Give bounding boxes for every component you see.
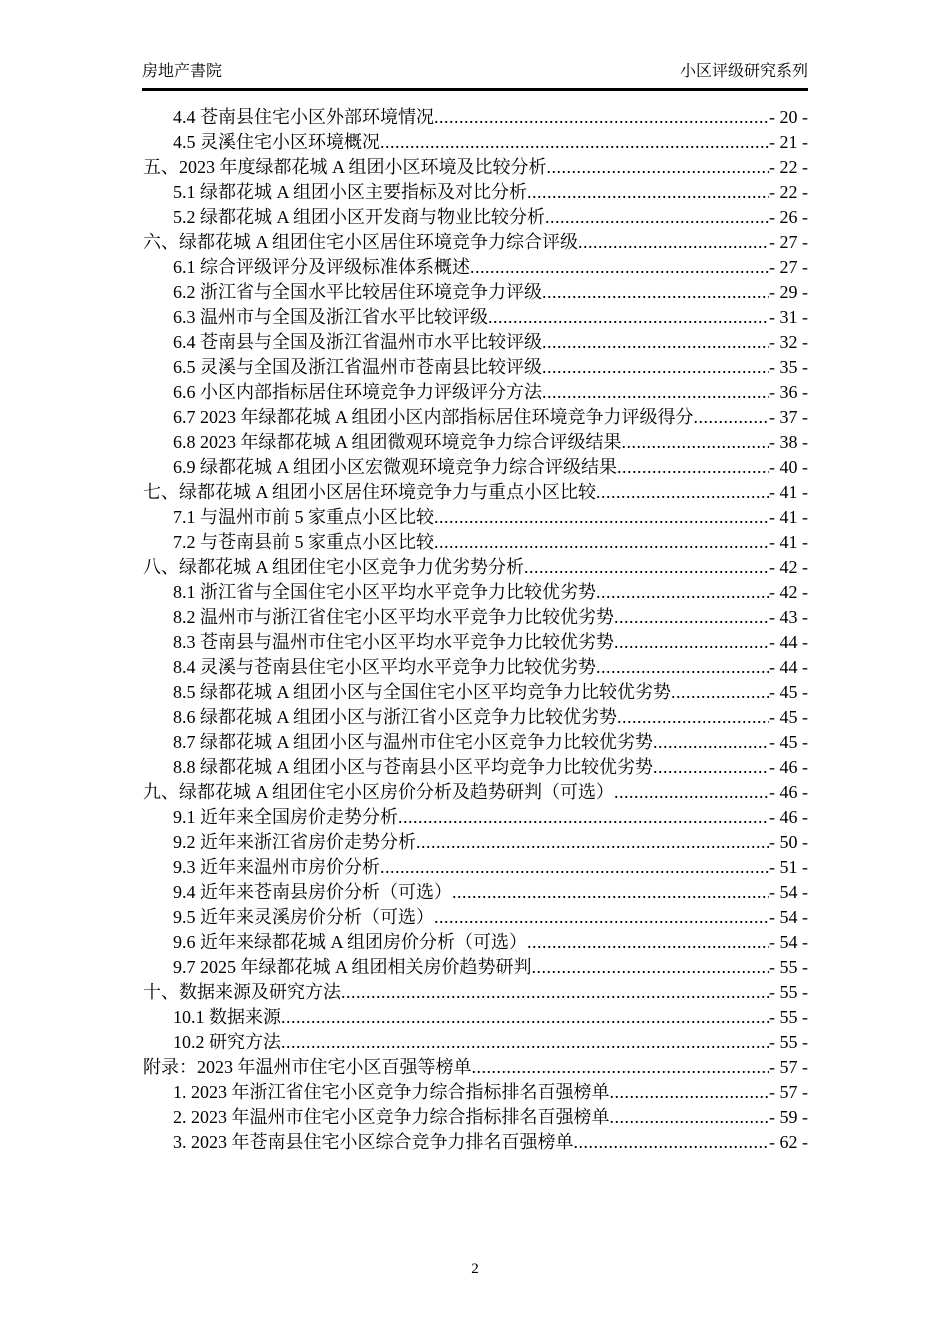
toc-leader-dots	[610, 1080, 770, 1105]
toc-entry-page: - 35 -	[769, 357, 808, 377]
toc-entry[interactable]	[143, 255, 808, 280]
toc-entry-page: - 45 -	[769, 732, 808, 752]
toc-leader-dots	[380, 855, 769, 880]
toc-entry[interactable]	[143, 1030, 808, 1055]
toc-entry[interactable]	[143, 430, 808, 455]
toc-entry-page: - 45 -	[769, 707, 808, 727]
toc-entry-label: 9.7 2025 年绿都花城 A 组团相关房价趋势研判	[173, 957, 532, 977]
toc-entry-label: 6.9 绿都花城 A 组团小区宏微观环境竞争力综合评级结果	[173, 457, 618, 477]
toc-leader-dots	[614, 630, 769, 655]
toc-entry-page: - 45 -	[769, 682, 808, 702]
toc-entry-page: - 42 -	[769, 582, 808, 602]
toc-leader-dots	[281, 1005, 769, 1030]
toc-leader-dots	[488, 305, 769, 330]
toc-leader-dots	[434, 505, 769, 530]
toc-entry-page: - 55 -	[769, 957, 808, 977]
toc-entry[interactable]	[143, 530, 808, 555]
toc-entry[interactable]	[143, 980, 808, 1005]
toc-leader-dots	[398, 805, 769, 830]
toc-entry-page: - 40 -	[769, 457, 808, 477]
toc-entry-label: 8.3 苍南县与温州市住宅小区平均水平竞争力比较优劣势	[173, 632, 614, 652]
toc-leader-dots	[527, 930, 769, 955]
toc-entry[interactable]	[143, 830, 808, 855]
toc-entry-page: - 22 -	[769, 157, 808, 177]
toc-entry-label: 7.1 与温州市前 5 家重点小区比较	[173, 507, 434, 527]
toc-entry-page: - 44 -	[769, 657, 808, 677]
toc-entry[interactable]	[143, 605, 808, 630]
toc-entry-label: 六、绿都花城 A 组团住宅小区居住环境竞争力综合评级	[143, 232, 579, 252]
toc-entry-page: - 32 -	[769, 332, 808, 352]
toc-entry-label: 6.2 浙江省与全国水平比较居住环境竞争力评级	[173, 282, 542, 302]
toc-leader-dots	[542, 280, 769, 305]
toc-entry-label: 6.6 小区内部指标居住环境竞争力评级评分方法	[173, 382, 542, 402]
toc-leader-dots	[470, 255, 769, 280]
toc-entry-page: - 54 -	[769, 932, 808, 952]
toc-entry-label: 4.5 灵溪住宅小区环境概况	[173, 132, 380, 152]
toc-entry-page: - 27 -	[769, 232, 808, 252]
toc-leader-dots	[596, 480, 769, 505]
toc-leader-dots	[614, 605, 769, 630]
header-right-title: 小区评级研究系列	[679, 63, 808, 80]
toc-entry[interactable]	[143, 455, 808, 480]
toc-entry-page: - 57 -	[769, 1082, 808, 1102]
toc-entry[interactable]	[143, 505, 808, 530]
toc-entry-label: 9.6 近年来绿都花城 A 组团房价分析（可选）	[173, 932, 528, 952]
toc-entry[interactable]	[143, 305, 808, 330]
toc-entry-label: 9.5 近年来灵溪房价分析（可选）	[173, 907, 434, 927]
toc-entry[interactable]	[143, 780, 808, 805]
toc-entry-page: - 26 -	[769, 207, 808, 227]
toc-entry-label: 10.2 研究方法	[173, 1032, 281, 1052]
toc-entry-page: - 41 -	[769, 532, 808, 552]
toc-entry-page: - 37 -	[769, 407, 808, 427]
toc-leader-dots	[542, 355, 769, 380]
toc-leader-dots	[452, 880, 769, 905]
toc-entry-label: 8.1 浙江省与全国住宅小区平均水平竞争力比较优劣势	[173, 582, 596, 602]
toc-entry-page: - 59 -	[769, 1107, 808, 1127]
page-footer	[0, 1259, 950, 1279]
toc-entry-label: 2. 2023 年温州市住宅小区竞争力综合指标排名百强榜单	[173, 1107, 610, 1127]
toc-leader-dots	[524, 555, 769, 580]
toc-entry-label: 8.5 绿都花城 A 组团小区与全国住宅小区平均竞争力比较优劣势	[173, 682, 672, 702]
toc-entry-label: 七、绿都花城 A 组团小区居住环境竞争力与重点小区比较	[143, 482, 597, 502]
toc-entry-label: 9.1 近年来全国房价走势分析	[173, 807, 398, 827]
toc-entry-page: - 50 -	[769, 832, 808, 852]
toc-entry-label: 9.4 近年来苍南县房价分析（可选）	[173, 882, 452, 902]
toc-entry-page: - 22 -	[769, 182, 808, 202]
toc	[143, 105, 808, 1155]
toc-entry-page: - 36 -	[769, 382, 808, 402]
toc-entry[interactable]	[143, 680, 808, 705]
toc-entry-label: 附录：2023 年温州市住宅小区百强等榜单	[143, 1057, 472, 1077]
toc-entry[interactable]	[143, 1055, 808, 1080]
toc-leader-dots	[617, 455, 769, 480]
toc-leader-dots	[578, 230, 769, 255]
toc-leader-dots	[617, 705, 769, 730]
toc-entry-page: - 41 -	[769, 482, 808, 502]
toc-entry-page: - 20 -	[769, 107, 808, 127]
toc-entry[interactable]	[143, 1130, 808, 1155]
toc-entry-page: - 46 -	[769, 807, 808, 827]
toc-leader-dots	[545, 205, 769, 230]
toc-entry-page: - 43 -	[769, 607, 808, 627]
toc-entry-page: - 21 -	[769, 132, 808, 152]
toc-entry[interactable]	[143, 755, 808, 780]
toc-entry-page: - 27 -	[769, 257, 808, 277]
toc-leader-dots	[527, 180, 769, 205]
toc-entry-label: 8.4 灵溪与苍南县住宅小区平均水平竞争力比较优劣势	[173, 657, 596, 677]
toc-entry-page: - 46 -	[769, 757, 808, 777]
toc-entry-page: - 38 -	[769, 432, 808, 452]
toc-entry-label: 3. 2023 年苍南县住宅小区综合竞争力排名百强榜单	[173, 1132, 574, 1152]
toc-entry-label: 九、绿都花城 A 组团住宅小区房价分析及趋势研判（可选）	[143, 782, 615, 802]
toc-entry-label: 9.3 近年来温州市房价分析	[173, 857, 380, 877]
toc-leader-dots	[532, 955, 769, 980]
toc-leader-dots	[622, 430, 769, 455]
toc-entry-page: - 55 -	[769, 982, 808, 1002]
toc-leader-dots	[434, 105, 769, 130]
toc-leader-dots	[614, 780, 769, 805]
toc-entry[interactable]	[143, 330, 808, 355]
toc-leader-dots	[596, 655, 769, 680]
toc-entry-label: 五、2023 年度绿都花城 A 组团小区环境及比较分析	[143, 157, 547, 177]
toc-entry-label: 8.6 绿都花城 A 组团小区与浙江省小区竞争力比较优劣势	[173, 707, 618, 727]
toc-entry-label: 6.1 综合评级评分及评级标准体系概述	[173, 257, 470, 277]
toc-entry-label: 5.1 绿都花城 A 组团小区主要指标及对比分析	[173, 182, 528, 202]
toc-entry-page: - 55 -	[769, 1032, 808, 1052]
toc-leader-dots	[281, 1030, 769, 1055]
toc-entry[interactable]	[143, 405, 808, 430]
toc-entry-page: - 55 -	[769, 1007, 808, 1027]
toc-entry[interactable]	[143, 230, 808, 255]
toc-entry-page: - 62 -	[769, 1132, 808, 1152]
toc-entry-label: 八、绿都花城 A 组团住宅小区竞争力优劣势分析	[143, 557, 525, 577]
toc-leader-dots	[434, 530, 769, 555]
toc-leader-dots	[574, 1130, 770, 1155]
toc-leader-dots	[653, 730, 769, 755]
toc-leader-dots	[341, 980, 769, 1005]
toc-leader-dots	[416, 830, 769, 855]
toc-leader-dots	[542, 330, 769, 355]
toc-leader-dots	[694, 405, 769, 430]
toc-entry[interactable]	[143, 280, 808, 305]
toc-leader-dots	[380, 130, 769, 155]
toc-entry[interactable]	[143, 155, 808, 180]
toc-entry-page: - 41 -	[769, 507, 808, 527]
toc-entry-label: 8.8 绿都花城 A 组团小区与苍南县小区平均竞争力比较优劣势	[173, 757, 654, 777]
header-left-title: 房地产書院	[142, 63, 223, 80]
toc-entry-label: 4.4 苍南县住宅小区外部环境情况	[173, 107, 434, 127]
page-header	[142, 61, 808, 91]
toc-entry[interactable]	[143, 380, 808, 405]
toc-entry-label: 9.2 近年来浙江省房价走势分析	[173, 832, 416, 852]
toc-entry[interactable]	[143, 1005, 808, 1030]
toc-entry-page: - 51 -	[769, 857, 808, 877]
toc-entry-label: 6.5 灵溪与全国及浙江省温州市苍南县比较评级	[173, 357, 542, 377]
toc-entry[interactable]	[143, 205, 808, 230]
toc-entry-page: - 42 -	[769, 557, 808, 577]
toc-entry-label: 6.8 2023 年绿都花城 A 组团微观环境竞争力综合评级结果	[173, 432, 622, 452]
toc-entry[interactable]	[143, 130, 808, 155]
toc-entry[interactable]	[143, 1105, 808, 1130]
toc-leader-dots	[434, 905, 769, 930]
toc-leader-dots	[542, 380, 769, 405]
toc-entry[interactable]	[143, 805, 808, 830]
toc-entry[interactable]	[143, 180, 808, 205]
toc-entry[interactable]	[143, 105, 808, 130]
toc-entry-label: 十、数据来源及研究方法	[143, 982, 341, 1002]
toc-entry-label: 1. 2023 年浙江省住宅小区竞争力综合指标排名百强榜单	[173, 1082, 610, 1102]
toc-entry[interactable]	[143, 580, 808, 605]
toc-leader-dots	[472, 1055, 770, 1080]
toc-entry[interactable]	[143, 480, 808, 505]
page-number: 2	[471, 1261, 479, 1277]
toc-entry-page: - 54 -	[769, 882, 808, 902]
toc-leader-dots	[653, 755, 769, 780]
toc-entry-label: 8.2 温州市与浙江省住宅小区平均水平竞争力比较优劣势	[173, 607, 614, 627]
toc-entry[interactable]	[143, 955, 808, 980]
toc-entry-label: 10.1 数据来源	[173, 1007, 281, 1027]
toc-entry-page: - 57 -	[769, 1057, 808, 1077]
toc-entry[interactable]	[143, 930, 808, 955]
toc-entry-label: 6.4 苍南县与全国及浙江省温州市水平比较评级	[173, 332, 542, 352]
toc-entry-label: 7.2 与苍南县前 5 家重点小区比较	[173, 532, 434, 552]
toc-entry-page: - 44 -	[769, 632, 808, 652]
toc-leader-dots	[547, 155, 769, 180]
toc-entry-label: 6.3 温州市与全国及浙江省水平比较评级	[173, 307, 488, 327]
toc-entry-page: - 46 -	[769, 782, 808, 802]
toc-entry[interactable]	[143, 855, 808, 880]
toc-entry[interactable]	[143, 1080, 808, 1105]
toc-entry-label: 6.7 2023 年绿都花城 A 组团小区内部指标居住环境竞争力评级得分	[173, 407, 694, 427]
toc-entry[interactable]	[143, 355, 808, 380]
toc-entry[interactable]	[143, 905, 808, 930]
toc-entry[interactable]	[143, 880, 808, 905]
toc-entry-page: - 54 -	[769, 907, 808, 927]
toc-entry[interactable]	[143, 630, 808, 655]
toc-entry-page: - 29 -	[769, 282, 808, 302]
toc-entry[interactable]	[143, 705, 808, 730]
toc-entry[interactable]	[143, 655, 808, 680]
toc-entry[interactable]	[143, 555, 808, 580]
toc-entry-label: 8.7 绿都花城 A 组团小区与温州市住宅小区竞争力比较优劣势	[173, 732, 654, 752]
toc-leader-dots	[671, 680, 769, 705]
toc-entry[interactable]	[143, 730, 808, 755]
toc-entry-label: 5.2 绿都花城 A 组团小区开发商与物业比较分析	[173, 207, 546, 227]
toc-leader-dots	[596, 580, 769, 605]
toc-leader-dots	[610, 1105, 770, 1130]
toc-entry-page: - 31 -	[769, 307, 808, 327]
